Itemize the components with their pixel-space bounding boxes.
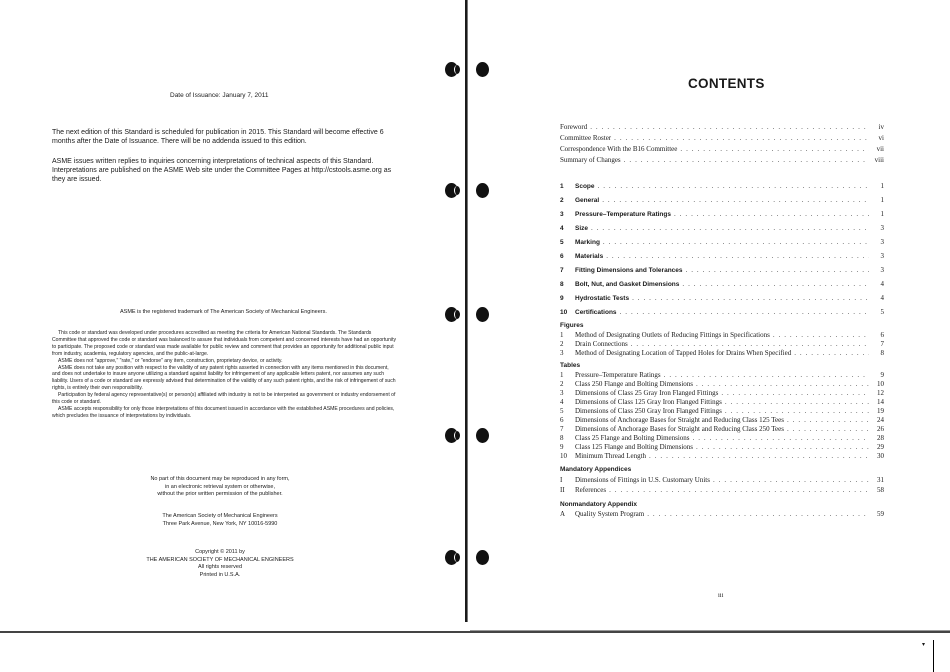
toc-table-page: 9 (880, 371, 884, 379)
toc-section-page: 1 (880, 210, 884, 218)
toc-section-title: Bolt, Nut, and Gasket Dimensions (575, 281, 680, 288)
toc-table[interactable] (560, 434, 884, 443)
toc-entry[interactable] (560, 123, 884, 134)
toc-leader (696, 443, 869, 451)
toc-leader (620, 308, 869, 316)
toc-section-title: Fitting Dimensions and Tolerances (575, 267, 683, 274)
toc-table-number: 7 (560, 425, 564, 433)
toc-table-number: 5 (560, 407, 564, 415)
toc-table[interactable] (560, 416, 884, 425)
toc-table-page: 29 (877, 443, 884, 451)
toc-table-number: 6 (560, 416, 564, 424)
toc-appendix-page: 31 (877, 476, 884, 484)
reproduction-line: in an electronic retrieval system or otherwise, (164, 483, 276, 490)
toc-table-number: 8 (560, 434, 564, 442)
legal-paragraph: ASME accepts responsibility for only those interpretations of this document issued in accordance with the established ASME procedures and policies, which precludes the issuance of interpretations by individuals. (52, 405, 395, 419)
copyright-line: Copyright © 2011 by (195, 549, 245, 555)
toc-leader (631, 340, 869, 348)
toc-section-number: 10 (560, 309, 568, 316)
toc-entry-title: Foreword (560, 123, 588, 131)
toc-entry-page: vi (878, 134, 884, 142)
publisher-street: Three Park Avenue, New York, NY 10016-5990 (162, 520, 278, 527)
toc-leader (794, 349, 869, 357)
toc-appendix-page: 58 (877, 486, 884, 494)
toc-figure-number: 1 (560, 331, 564, 339)
scan-tick-icon: ▾ (922, 642, 926, 648)
toc-leader (664, 371, 869, 379)
toc-appendix[interactable] (560, 510, 884, 519)
toc-leader (674, 210, 869, 218)
toc-appendix-number: II (560, 486, 565, 494)
toc-table[interactable] (560, 389, 884, 398)
reproduction-line: No part of this document may be reproduced in any form, (150, 476, 290, 482)
toc-table-page: 12 (877, 389, 884, 397)
toc-leader (614, 134, 869, 142)
toc-table-title: Dimensions of Class 25 Gray Iron Flanged Fittings (575, 389, 719, 397)
page-bottom-edge (0, 631, 950, 633)
legal-paragraph: ASME does not "approve," "rate," or "endorse" any item, construction, proprietary device, or activity. (58, 357, 283, 364)
toc-section[interactable] (560, 210, 884, 221)
punch-hole-icon (445, 550, 458, 565)
toc-table[interactable] (560, 371, 884, 380)
toc-leader (725, 398, 869, 406)
punch-hole-icon (476, 62, 489, 77)
toc-section-page: 3 (880, 238, 884, 246)
toc-table-page: 26 (877, 425, 884, 433)
toc-figure-page: 7 (880, 340, 884, 348)
toc-section[interactable] (560, 224, 884, 235)
toc-table-page: 19 (877, 407, 884, 415)
copyright-line: Printed in U.S.A. (199, 571, 241, 578)
toc-section-title: Scope (575, 183, 595, 190)
punch-hole-icon (445, 307, 458, 322)
toc-table-title: Class 250 Flange and Bolting Dimensions (575, 380, 694, 388)
toc-section-number: 8 (560, 281, 564, 288)
toc-section-page: 4 (880, 294, 884, 302)
toc-section-page: 3 (880, 224, 884, 232)
binding-edge-shadow (467, 0, 468, 622)
legal-paragraph: Participation by federal agency representative(s) or person(s) affiliated with industry is not to be interpreted as government or industry endorsement of this code or standard. (52, 392, 396, 406)
toc-table-page: 10 (877, 380, 884, 388)
toc-table-title: Dimensions of Class 250 Gray Iron Flanged Fittings (575, 407, 722, 415)
toc-table[interactable] (560, 425, 884, 434)
page-title: CONTENTS (688, 76, 765, 91)
toc-entry-title: Correspondence With the B16 Committee (560, 145, 678, 153)
toc-section[interactable] (560, 294, 884, 305)
toc-leader (725, 407, 869, 415)
toc-figure[interactable] (560, 349, 884, 358)
toc-leader (713, 476, 869, 484)
toc-section[interactable] (560, 252, 884, 263)
toc-table[interactable] (560, 407, 884, 416)
toc-table-page: 24 (877, 416, 884, 424)
toc-section-number: 6 (560, 253, 564, 260)
toc-section-title: Certifications (575, 309, 617, 316)
toc-figure-page: 6 (880, 331, 884, 339)
toc-leader (606, 252, 869, 260)
toc-section[interactable] (560, 196, 884, 207)
edition-note: The next edition of this Standard is scheduled for publication in 2015. This Standard will become effective 6 months after the Date of Issuance. There will be no addenda issued to this edition. (52, 129, 384, 145)
toc-table-title: Minimum Thread Length (575, 452, 647, 460)
toc-table-number: 10 (560, 452, 567, 460)
toc-appendix-number: A (560, 510, 566, 518)
toc-leader (721, 389, 869, 397)
toc-leader (598, 182, 869, 190)
toc-leader (602, 196, 869, 204)
inquiries-note: ASME issues written replies to inquiries concerning interpretations of technical aspects of this Standard. Interpretations are published on the ASME Web site under the Committee Pages at http://cstools.asme.org as they are issued. (52, 158, 392, 183)
toc-section-title: General (575, 197, 600, 204)
toc-appendix-title: Dimensions of Fittings in U.S. Customary Units (575, 476, 710, 484)
toc-section[interactable] (560, 308, 884, 319)
copyright-line: THE AMERICAN SOCIETY OF MECHANICAL ENGINEERS (146, 556, 294, 563)
toc-figure-page: 8 (880, 349, 884, 357)
punch-hole-icon (476, 183, 489, 198)
toc-entry-page: viii (874, 156, 884, 164)
toc-section-page: 3 (880, 266, 884, 274)
publisher-name: The American Society of Mechanical Engineers (162, 513, 278, 519)
toc-leader (632, 294, 869, 302)
toc-table-number: 1 (560, 371, 564, 379)
reproduction-line: without the prior written permission of the publisher. (157, 491, 283, 498)
toc-table-title: Class 25 Flange and Bolting Dimensions (575, 434, 690, 442)
toc-section-title: Size (575, 225, 589, 232)
toc-section-number: 7 (560, 267, 564, 274)
toc-table-title: Dimensions of Anchorage Bases for Straight and Reducing Class 250 Tees (575, 425, 784, 433)
toc-section-title: Marking (575, 239, 600, 246)
toc-section-number: 2 (560, 197, 564, 204)
date-of-issuance: Date of Issuance: January 7, 2011 (170, 92, 269, 99)
toc-figure-number: 2 (560, 340, 564, 348)
toc-appendix[interactable] (560, 486, 884, 495)
toc-section-number: 5 (560, 239, 564, 246)
toc-leader (787, 425, 869, 433)
toc-figure-number: 3 (560, 349, 564, 357)
toc-leader (603, 238, 869, 246)
toc-table-title: Dimensions of Class 125 Gray Iron Flanged Fittings (575, 398, 722, 406)
copyright-line: All rights reserved (197, 564, 243, 571)
toc-section-page: 5 (880, 308, 884, 316)
copyright-block (120, 549, 320, 579)
toc-appendix[interactable] (560, 476, 884, 485)
punch-hole-icon (476, 550, 489, 565)
toc-appendix-page: 59 (877, 510, 884, 518)
toc-section[interactable] (560, 238, 884, 249)
publisher-address (120, 513, 320, 528)
figures-heading: Figures (560, 322, 584, 329)
toc-section-page: 1 (880, 196, 884, 204)
toc-leader (693, 434, 869, 442)
legal-disclaimer (52, 330, 397, 420)
toc-leader (609, 486, 869, 494)
toc-table-page: 28 (877, 434, 884, 442)
toc-figure-title: Method of Designating Outlets of Reducing Fittings in Specifications (575, 331, 770, 339)
toc-leader (773, 331, 869, 339)
page-number: iii (718, 592, 724, 599)
trademark-note: ASME is the registered trademark of The American Society of Mechanical Engineers. (120, 309, 327, 315)
toc-section-page: 4 (880, 280, 884, 288)
toc-section-title: Hydrostatic Tests (575, 295, 630, 302)
toc-section-title: Materials (575, 253, 604, 260)
toc-figure-title: Method of Designating Location of Tapped Holes for Drains When Specified (575, 349, 792, 357)
toc-leader (787, 416, 869, 424)
toc-table-number: 3 (560, 389, 564, 397)
toc-table-page: 14 (877, 398, 884, 406)
toc-section-page: 1 (880, 182, 884, 190)
page-bottom-edge-shadow (470, 630, 950, 631)
toc-appendix-title: References (575, 486, 607, 494)
toc-section[interactable] (560, 280, 884, 291)
toc-entry[interactable] (560, 145, 884, 156)
toc-entry-title: Committee Roster (560, 134, 612, 142)
toc-entry[interactable] (560, 134, 884, 145)
toc-section[interactable] (560, 266, 884, 277)
punch-hole-icon (445, 428, 458, 443)
toc-table-page: 30 (877, 452, 884, 460)
toc-figure[interactable] (560, 331, 884, 340)
toc-table-number: 4 (560, 398, 564, 406)
toc-section-title: Pressure–Temperature Ratings (575, 211, 671, 218)
punch-hole-icon (445, 62, 458, 77)
tables-heading: Tables (560, 362, 581, 369)
toc-appendix-number: I (560, 476, 563, 484)
reproduction-notice (120, 476, 320, 499)
legal-paragraph: This code or standard was developed under procedures accredited as meeting the criteria for American National Standards. The Standards Committee that approved the code or standard was balanced to assure that individuals from competent and concerned interests have had an opportunity to participate. The proposed code or standard was made available for public review and comment that provides an opportunity for additional public input from industry, academia, regulatory agencies, and the public-at-large. (52, 330, 397, 357)
toc-entry[interactable] (560, 156, 884, 167)
toc-leader (680, 145, 869, 153)
toc-table-title: Class 125 Flange and Bolting Dimensions (575, 443, 694, 451)
toc-entry-title: Summary of Changes (560, 156, 621, 164)
toc-table[interactable] (560, 452, 884, 461)
toc-section-number: 9 (560, 295, 564, 302)
toc-section[interactable] (560, 182, 884, 193)
toc-leader (590, 123, 869, 131)
toc-table[interactable] (560, 398, 884, 407)
toc-leader (647, 510, 869, 518)
punch-hole-icon (445, 183, 458, 198)
toc-leader (624, 156, 869, 164)
toc-section-number: 3 (560, 211, 564, 218)
toc-entry-page: iv (878, 123, 884, 131)
toc-section-number: 1 (560, 183, 564, 190)
toc-figure-title: Drain Connections (575, 340, 628, 348)
toc-entry-page: vii (876, 145, 884, 153)
toc-table-number: 9 (560, 443, 564, 451)
punch-hole-icon (476, 428, 489, 443)
toc-leader (649, 452, 869, 460)
mandatory-appendices-heading: Mandatory Appendices (560, 466, 632, 473)
scan-corner-mark (933, 640, 934, 672)
toc-appendix-title: Quality System Program (575, 510, 645, 518)
toc-section-number: 4 (560, 225, 564, 232)
toc-table-title: Dimensions of Anchorage Bases for Straight and Reducing Class 125 Tees (575, 416, 784, 424)
nonmandatory-appendix-heading: Nonmandatory Appendix (560, 501, 638, 508)
toc-table-title: Pressure–Temperature Ratings (575, 371, 661, 379)
toc-leader (591, 224, 869, 232)
toc-table-number: 2 (560, 380, 564, 388)
toc-leader (682, 280, 869, 288)
toc-leader (696, 380, 869, 388)
toc-section-page: 3 (880, 252, 884, 260)
toc-table[interactable] (560, 380, 884, 389)
toc-table[interactable] (560, 443, 884, 452)
toc-figure[interactable] (560, 340, 884, 349)
toc-leader (686, 266, 869, 274)
legal-paragraph: ASME does not take any position with respect to the validity of any patent rights asserted in connection with any items mentioned in this document, and does not undertake to insure anyone utilizing a standard against liability for infringement of any applicable letters patent, nor assumes any such liability. Users of a code or standard are expressly advised that determination of the validity of any such patent rights, and the risk of infringement of such rights, is entirely their own responsibility. (52, 364, 396, 392)
punch-hole-icon (476, 307, 489, 322)
